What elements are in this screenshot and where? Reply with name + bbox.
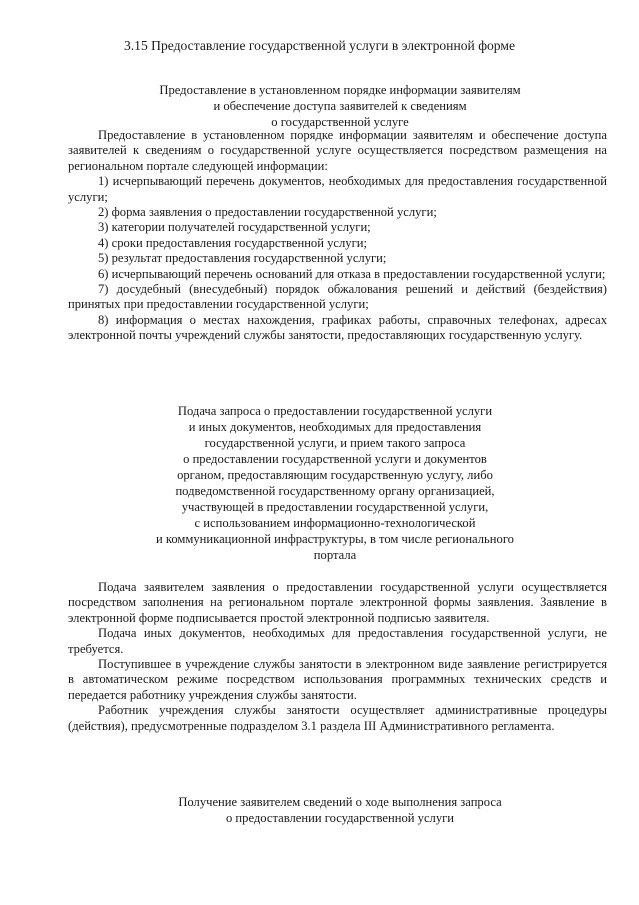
heading-line: органом, предоставляющим государственную услугу, либо (177, 468, 493, 482)
heading-line: Подача запроса о предоставлении государственной услуги (177, 404, 493, 418)
body-paragraph: Подача иных документов, необходимых для предоставления государственной услуги, не требуется. (68, 626, 607, 656)
heading-line: Получение заявителем сведений о ходе выполнения запроса (178, 795, 502, 809)
body-paragraph: Поступившее в учреждение службы занятости в электронном виде заявление регистрируется в автоматическом режиме посредством использования программных технических средств и передается работнику учреждения службы занятости. (68, 657, 607, 702)
section2-heading (40, 403, 630, 563)
heading-line: подведомственной государственному органу организацией, (175, 484, 495, 498)
heading-line: участвующей в предоставлении государственной услуги, (181, 500, 489, 514)
section3-heading (60, 794, 620, 826)
heading-line: портала (313, 548, 357, 562)
list-item: 2) форма заявления о предоставлении государственной услуги; (98, 205, 437, 220)
heading-line: о предоставлении государственной услуги и документов (183, 452, 487, 466)
body-paragraph: Подача заявителем заявления о предоставлении государственной услуги осуществляется посредством заполнения на региональном портале электронной формы заявления. Заявление в электронной форме подписывается простой электронной подписью заявителя. (68, 580, 607, 625)
body-paragraph: Работник учреждения службы занятости осуществляет административные процедуры (действия), предусмотренные подразделом 3.1 раздела III Административного регламента. (68, 703, 607, 733)
section1-heading (60, 82, 620, 130)
heading-line: Предоставление в установленном порядке информации заявителям (159, 83, 521, 97)
section-title: 3.15 Предоставление государственной услуги в электронной форме (123, 38, 516, 53)
heading-line: и обеспечение доступа заявителей к сведениям (213, 99, 467, 113)
heading-line: и иных документов, необходимых для предоставления (188, 420, 482, 434)
heading-line: о предоставлении государственной услуги (225, 811, 455, 825)
heading-line: государственной услуги, и прием такого запроса (204, 436, 466, 450)
heading-line: о государственной услуге (271, 115, 409, 129)
section2-body (68, 580, 607, 734)
list-item: 1) исчерпывающий перечень документов, необходимых для предоставления государственной услуги; (68, 174, 607, 204)
heading-line: с использованием информационно-технологической (194, 516, 476, 530)
list-item: 3) категории получателей государственной услуги; (98, 220, 371, 235)
list-item: 4) сроки предоставления государственной услуги; (98, 235, 367, 250)
intro-paragraph: Предоставление в установленном порядке информации заявителям и обеспечение доступа заявителей к сведениям о государственной услуге осуществляется посредством размещения на региональном портале следующей информации: (68, 128, 607, 173)
list-item: 5) результат предоставления государственной услуги; (98, 251, 387, 266)
section1-body (68, 128, 607, 344)
list-item: 7) досудебный (внесудебный) порядок обжалования решений и действий (бездействия) принятых при предоставлении государственной услуги; (68, 282, 607, 312)
list-item: 6) исчерпывающий перечень оснований для отказа в предоставлении государственной услуги; (98, 266, 606, 281)
heading-line: и коммуникационной инфраструктуры, в том числе регионального (156, 532, 514, 546)
list-item: 8) информация о местах нахождения, графиках работы, справочных телефонах, адресах электронной почты учреждений службы занятости, предоставляющих государственную услугу. (68, 312, 607, 343)
